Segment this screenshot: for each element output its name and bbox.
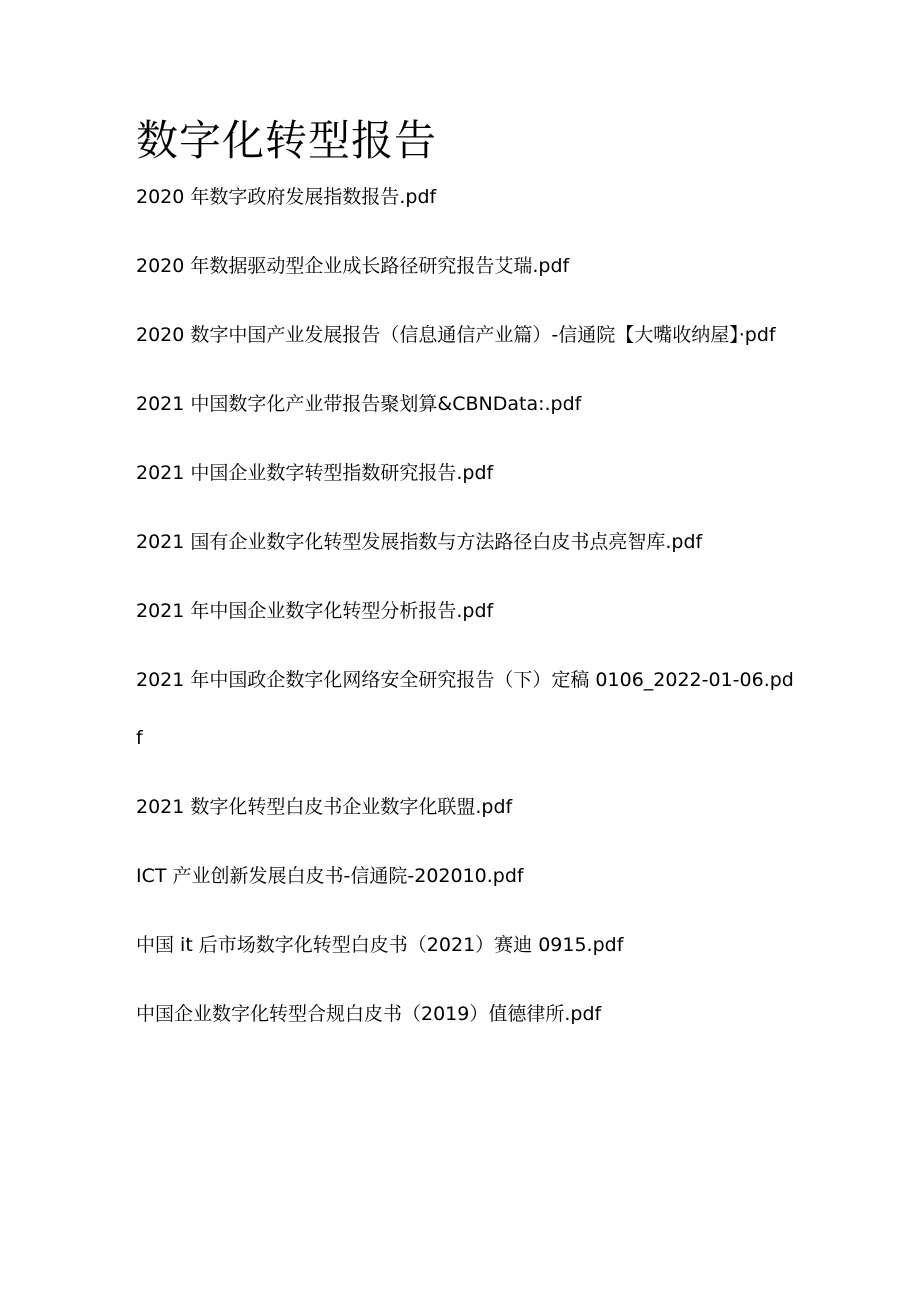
file-link[interactable]: 2021 年中国企业数字化转型分析报告.pdf (136, 600, 494, 622)
file-link[interactable]: 2020 年数字政府发展指数报告.pdf (136, 186, 437, 208)
file-link[interactable]: 2021 数字化转型白皮书企业数字化联盟.pdf (136, 796, 513, 818)
file-list (136, 180, 796, 1066)
file-link[interactable]: 2021 中国数字化产业带报告聚划算&CBNData:.pdf (136, 393, 582, 415)
file-link[interactable]: 2021 中国企业数字转型指数研究报告.pdf (136, 462, 494, 484)
file-link[interactable]: 中国 it 后市场数字化转型白皮书（2021）赛迪 0915.pdf (136, 934, 624, 956)
page-title: 数字化转型报告 (136, 116, 438, 165)
file-link[interactable]: 中国企业数字化转型合规白皮书（2019）值德律所.pdf (136, 1003, 602, 1025)
file-link[interactable]: 2021 年中国政企数字化网络安全研究报告（下）定稿 0106_2022-01-06.pdf (136, 669, 794, 749)
file-link[interactable]: 2020 数字中国产业发展报告（信息通信产业篇）-信通院【大嘴收纳屋】·pdf (136, 324, 776, 346)
file-link[interactable]: ICT 产业创新发展白皮书-信通院-202010.pdf (136, 865, 524, 887)
file-link[interactable]: 2021 国有企业数字化转型发展指数与方法路径白皮书点亮智库.pdf (136, 531, 703, 553)
file-link[interactable]: 2020 年数据驱动型企业成长路径研究报告艾瑞.pdf (136, 255, 570, 277)
